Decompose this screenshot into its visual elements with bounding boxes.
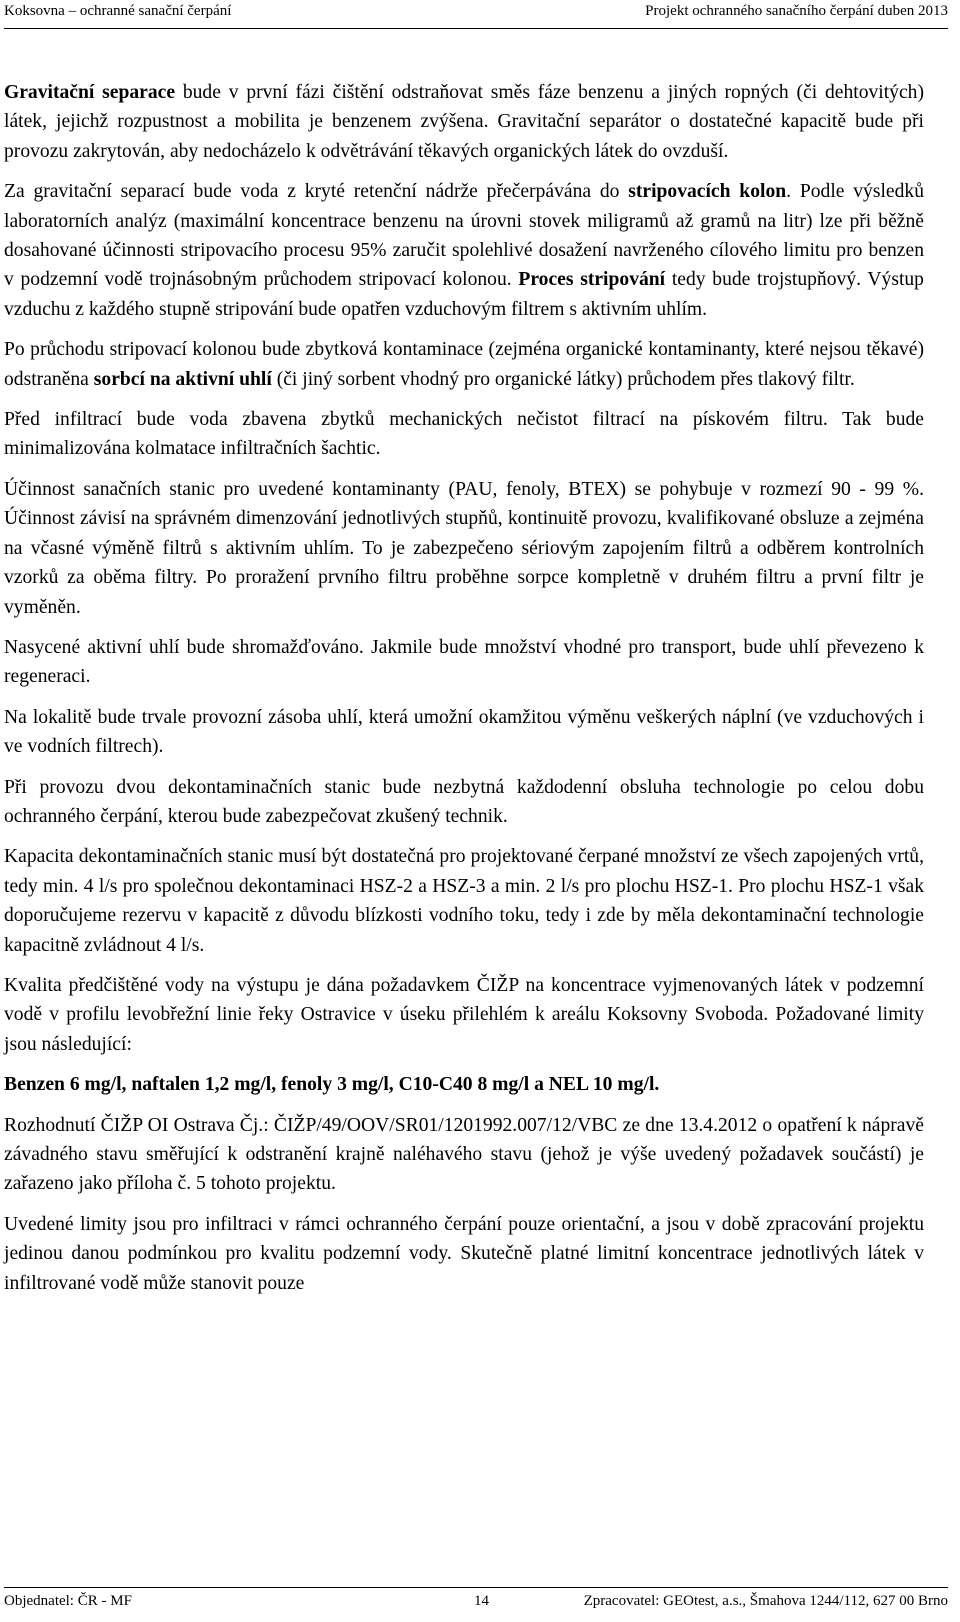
paragraph-capacity: Kapacita dekontaminačních stanic musí být dostatečná pro projektované čerpané množství ze všech zapojených vrtů, tedy min. 4 l/s pro společnou dekontaminaci HSZ-2 a HSZ-3 a min. 2 l/s pro plochu HSZ-1. Pro plochu HSZ-1 však doporučujeme rezervu v kapacitě z důvodu blízkosti vodního toku, tedy i zde by měla dekontaminační technologie kapacitně zvládnout 4 l/s.	[4, 846, 924, 956]
paragraph-sorption: Po průchodu stripovací kolonou bude zbytková kontaminace (zejména organické kontaminanty, které nejsou těkavé) odstraněna sorbcí na aktivní uhlí (či jiný sorbent vhodný pro organické látky) průchodem přes tlakový filtr.	[4, 339, 924, 390]
paragraph-limits: Benzen 6 mg/l, naftalen 1,2 mg/l, fenoly 3 mg/l, C10-C40 8 mg/l a NEL 10 mg/l.	[4, 1074, 660, 1096]
paragraph-gravity-separation: Gravitační separace bude v první fázi čištění odstraňovat směs fáze benzenu a jiných ropných (či dehtovitých) látek, jejichž rozpustnost a mobilita je benzenem zvýšena. Gravitační separátor o dostatečné kapacitě bude při provozu zakrytován, aby nedocházelo k odvětrávání těkavých organických látek do ovzduší.	[4, 82, 925, 162]
bold-term: Proces stripování	[518, 269, 666, 291]
paragraph-operation: Při provozu dvou dekontaminačních stanic bude nezbytná každodenní obsluha technologie po celou dobu ochranného čerpání, kterou bude zabezpečovat zkušený technik.	[4, 776, 924, 827]
paragraph-sand-filter: Před infiltrací bude voda zbavena zbytků mechanických nečistot filtrací na pískovém filtru. Tak bude minimalizována kolmatace infiltračních šachtic.	[4, 409, 924, 460]
page-body	[4, 78, 924, 1309]
page-header	[4, 0, 948, 29]
paragraph-decision: Rozhodnutí ČIŽP OI Ostrava Čj.: ČIŽP/49/OOV/SR01/1201992.007/12/VBC ze dne 13.4.2012 o opatření k nápravě závadného stavu směřující k odstranění krajně naléhavého stavu (jehož je výše uvedený požadavek součástí) je zařazeno jako příloha č. 5 tohoto projektu.	[4, 1114, 924, 1195]
footer-client: Objednatel: ČR - MF	[4, 1593, 132, 1609]
bold-term: sorbcí na aktivní uhlí	[93, 368, 272, 390]
paragraph-water-quality: Kvalita předčištěné vody na výstupu je dána požadavkem ČIŽP na koncentrace vyjmenovaných látek v podzemní vodě v profilu levobřežní linie řeky Ostravice v úseku přilehlém k areálu Koksovny Svoboda. Požadované limity jsou následující:	[4, 974, 924, 1055]
footer-contractor: Zpracovatel: GEOtest, a.s., Šmahova 1244/112, 627 00 Brno	[583, 1593, 948, 1609]
page-number: 14	[474, 1593, 489, 1609]
paragraph-stripping: Za gravitační separací bude voda z kryté retenční nádrže přečerpávána do stripovacích kolon. Podle výsledků laboratorních analýz (maximální koncentrace benzenu na úrovni stovek miligramů až gramů na litr) lze při běžně dosahované účinnosti stripovacího procesu 95% zaručit spolehlivé dosažení navrženého cílového limitu pro benzen v podzemní vodě trojnásobným průchodem stripovací kolonou. Proces stripování tedy bude trojstupňový. Výstup vzduchu z každého stupně stripování bude opatřen vzduchovým filtrem s aktivním uhlím.	[4, 181, 924, 320]
bold-term: Gravitační separace	[4, 82, 176, 103]
header-left: Koksovna – ochranné sanační čerpání	[4, 3, 232, 19]
paragraph-efficiency: Účinnost sanačních stanic pro uvedené kontaminanty (PAU, fenoly, BTEX) se pohybuje v rozmezí 90 - 99 %. Účinnost závisí na správném dimenzování jednotlivých stupňů, kontinuitě provozu, kvalifikované obsluze a zejména na včasné výměně filtrů s aktivním uhlím. To je zabezpečeno sériovým zapojením filtrů a odběrem kontrolních vzorků za oběma filtry. Po proražení prvního filtru proběhne sorpce kompletně v druhém filtru a první filtr je vyměněn.	[4, 478, 924, 618]
bold-term: stripovacích kolon	[628, 181, 787, 203]
page-footer	[4, 1587, 948, 1618]
paragraph-saturated-carbon: Nasycené aktivní uhlí bude shromažďováno. Jakmile bude množství vhodné pro transport, bude uhlí převezeno k regeneraci.	[4, 636, 924, 688]
header-right: Projekt ochranného sanačního čerpání duben 2013	[645, 3, 948, 19]
paragraph-carbon-reserve: Na lokalitě bude trvale provozní zásoba uhlí, která umožní okamžitou výměnu veškerých náplní (ve vzduchových i ve vodních filtrech).	[4, 706, 924, 758]
paragraph-limits-note: Uvedené limity jsou pro infiltraci v rámci ochranného čerpání pouze orientační, a jsou v době zpracování projektu jedinou danou podmínkou pro kvalitu podzemní vody. Skutečně platné limitní koncentrace jednotlivých látek v infiltrované vodě může stanovit pouze	[4, 1213, 924, 1294]
